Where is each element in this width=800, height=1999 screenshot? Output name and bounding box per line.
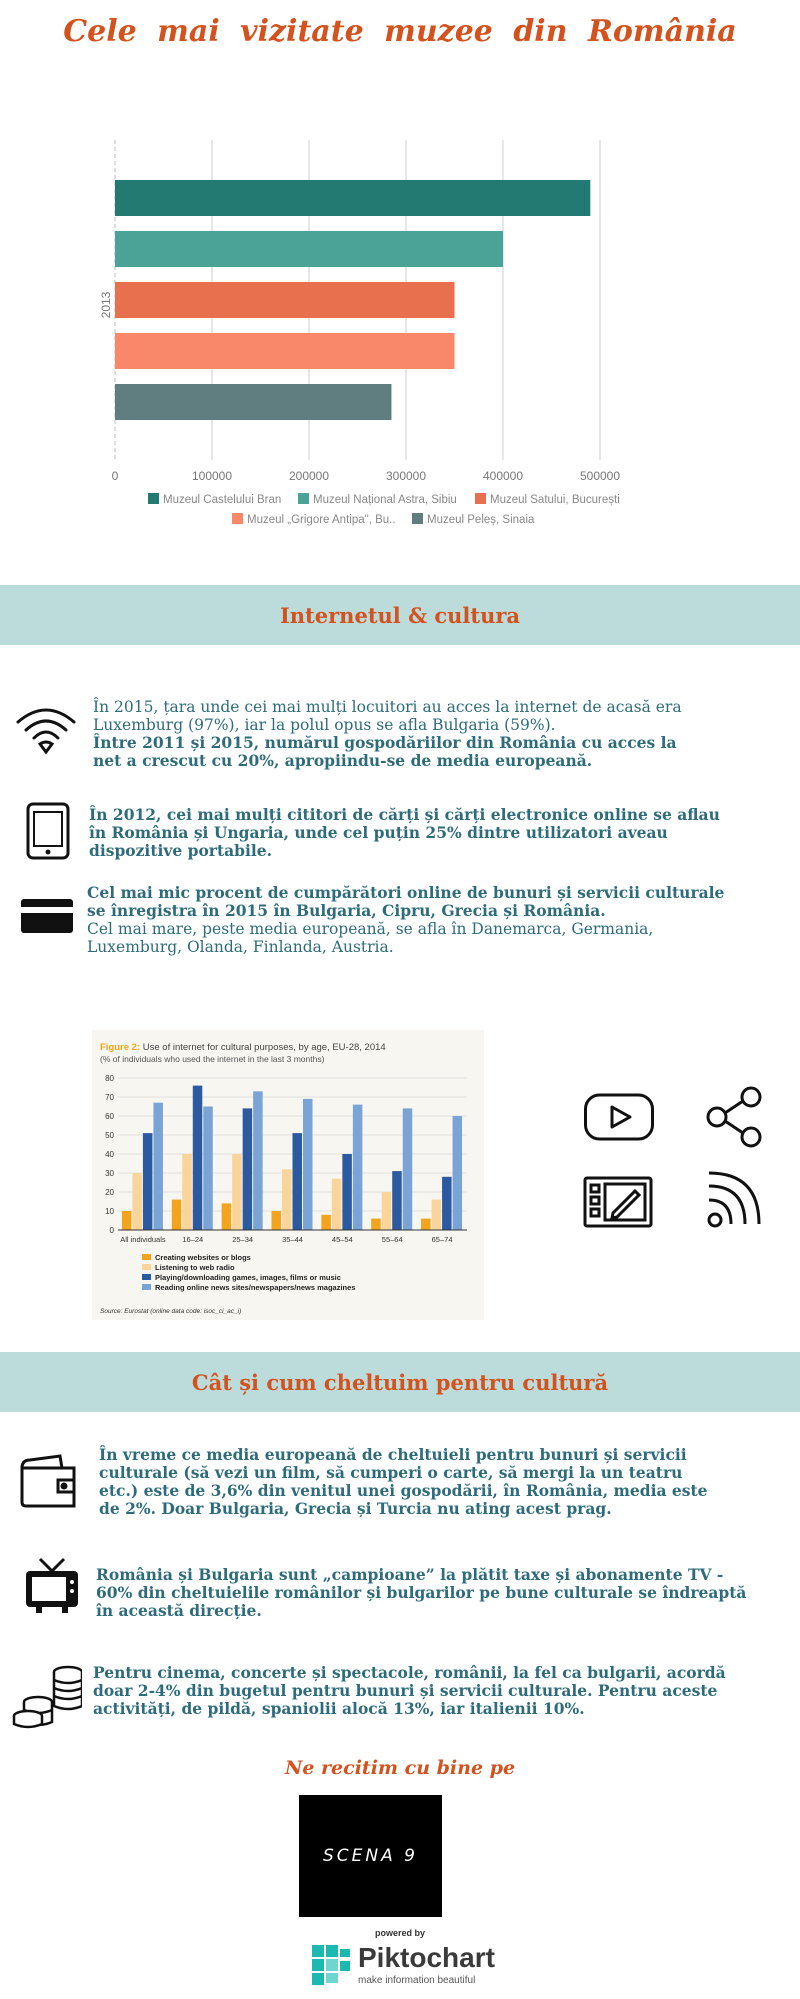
x-tick-label: 300000 xyxy=(385,469,427,483)
cinema-budget-bold: Pentru cinema, concerte și spectacole, românii, la fel ca bulgarii, acordă doar 2-4% din bugetul pentru bunuri și servicii culturale. Pentru aceste activități, de pildă, spaniolii alocă 13%, iar italienii 10%. xyxy=(93,1663,726,1718)
ebook-readers-bold: În 2012, cei mai mulți cititori de cărți și cărți electronice online se aflau în România și Ungaria, unde cel puțin 25% dintre utilizatori aveau dispozitive portabile. xyxy=(89,805,720,860)
figure-bar xyxy=(371,1219,381,1230)
figure-bar xyxy=(293,1133,303,1230)
eurostat-figure-svg xyxy=(92,1030,484,1320)
x-tick-label: 200000 xyxy=(288,469,330,483)
figure-x-tick: 25–34 xyxy=(232,1235,254,1244)
legend-label: Muzeul Satului, București xyxy=(490,494,620,506)
figure-y-tick: 20 xyxy=(105,1188,114,1197)
section-internet-title: Internetul & cultura xyxy=(279,602,521,628)
legend-swatch xyxy=(232,513,243,524)
figure-bar xyxy=(122,1211,132,1230)
powered-by-text: powered by xyxy=(374,1928,425,1938)
figure-x-tick: 35–44 xyxy=(282,1235,303,1244)
figure-bar xyxy=(153,1103,163,1230)
x-tick-label: 100000 xyxy=(191,469,233,483)
figure-legend-swatch xyxy=(142,1284,151,1290)
figure-legend-swatch xyxy=(142,1254,151,1260)
museum-chart xyxy=(0,125,800,545)
figure-legend-swatch xyxy=(142,1274,151,1280)
tv-icon xyxy=(20,1555,84,1619)
figure-subtitle: (% of individuals who used the internet in the last 3 months) xyxy=(100,1054,325,1064)
online-shoppers-bold: Cel mai mic procent de cumpărători online de bunuri și servicii culturale se înregistra în 2015 în Bulgaria, Cipru, Grecia și România. xyxy=(87,883,725,920)
figure-legend-label: Playing/downloading games, images, films or music xyxy=(155,1273,341,1282)
online-shoppers-normal: Cel mai mare, peste media europeană, se afla în Danemarca, Germania, Luxemburg, Olanda, Finlanda, Austria. xyxy=(87,920,654,956)
bar-1 xyxy=(115,180,590,216)
figure-bar xyxy=(182,1154,192,1230)
figure-x-tick: 55–64 xyxy=(381,1235,403,1244)
legend-swatch xyxy=(148,493,159,504)
figure-bar xyxy=(222,1203,232,1230)
x-tick-label: 400000 xyxy=(482,469,524,483)
spending-average-text xyxy=(99,1446,719,1518)
coins-icon xyxy=(12,1660,82,1730)
figure-bar xyxy=(303,1099,313,1230)
legend-label: Muzeul „Grigore Antipa", Bu.. xyxy=(247,514,396,526)
wifi-icon xyxy=(14,700,78,764)
figure-title xyxy=(100,1042,386,1053)
figure-bar xyxy=(132,1173,142,1230)
figure-bar xyxy=(421,1219,431,1230)
x-tick-label: 0 xyxy=(111,469,119,483)
figure-bar xyxy=(442,1177,452,1230)
piktochart-logo-icon xyxy=(312,1945,352,1985)
figure-y-tick: 50 xyxy=(105,1131,114,1140)
figure-title-text: Use of internet for cultural purposes, by age, EU-28, 2014 xyxy=(142,1042,386,1053)
bar-2 xyxy=(115,231,503,267)
section-spending-header xyxy=(0,1352,800,1412)
figure-bar xyxy=(143,1133,153,1230)
figure-title-prefix: Figure 2: xyxy=(100,1042,143,1053)
figure-y-tick: 0 xyxy=(109,1226,114,1235)
figure-bar xyxy=(253,1091,263,1230)
ebook-readers-text xyxy=(89,806,729,860)
footer-tagline: Ne recitim cu bine pe xyxy=(284,1757,516,1779)
figure-legend-label: Creating websites or blogs xyxy=(155,1253,251,1262)
eurostat-figure xyxy=(92,1030,484,1320)
figure-legend-swatch xyxy=(142,1264,151,1270)
figure-bar xyxy=(272,1211,282,1230)
piktochart-tagline: make information beautiful xyxy=(358,1975,476,1986)
museum-chart-svg xyxy=(0,125,800,545)
section-internet-header xyxy=(0,585,800,645)
legend-swatch xyxy=(298,493,309,504)
figure-x-tick: 65–74 xyxy=(431,1235,453,1244)
figure-bar xyxy=(332,1179,342,1230)
figure-y-tick: 40 xyxy=(105,1150,114,1159)
figure-bar xyxy=(342,1154,352,1230)
wallet-icon xyxy=(16,1450,80,1514)
online-shoppers-text xyxy=(87,884,737,956)
share-icon xyxy=(705,1085,765,1149)
figure-bar xyxy=(232,1154,242,1230)
figure-bar xyxy=(382,1192,392,1230)
figure-x-tick: All individuals xyxy=(120,1235,166,1244)
figure-y-tick: 30 xyxy=(105,1169,114,1178)
figure-legend-label: Listening to web radio xyxy=(155,1263,235,1272)
figure-bar xyxy=(243,1108,253,1230)
figure-bar xyxy=(321,1215,331,1230)
figure-bar xyxy=(403,1108,413,1230)
edit-icon xyxy=(583,1175,653,1229)
internet-access-bold: Între 2011 și 2015, numărul gospodăriilor din România cu acces la net a crescut cu 20%, apropiindu-se de media europeană. xyxy=(93,733,677,770)
legend-label: Muzeul Castelului Bran xyxy=(163,494,282,506)
credit-card-icon xyxy=(18,885,82,949)
figure-bar xyxy=(282,1169,292,1230)
figure-y-tick: 10 xyxy=(105,1207,114,1216)
figure-bar xyxy=(453,1116,463,1230)
rss-icon xyxy=(705,1170,765,1234)
legend-label: Muzeul Național Astra, Sibiu xyxy=(313,494,457,506)
bar-5 xyxy=(115,384,391,420)
figure-bar xyxy=(172,1200,182,1230)
figure-source: Source: Eurostat (online data code: isoc_ci_ac_i) xyxy=(100,1308,242,1315)
legend-swatch xyxy=(412,513,423,524)
x-tick-label: 500000 xyxy=(579,469,621,483)
figure-x-tick: 16–24 xyxy=(182,1235,204,1244)
legend-label: Muzeul Peleș, Sinaia xyxy=(427,514,535,526)
figure-y-tick: 60 xyxy=(105,1112,114,1121)
category-label: 2013 xyxy=(99,291,113,319)
figure-y-tick: 80 xyxy=(105,1074,114,1083)
figure-bar xyxy=(432,1200,442,1230)
figure-bar xyxy=(392,1171,402,1230)
figure-legend-label: Reading online news sites/newspapers/news magazines xyxy=(155,1283,356,1292)
section-spending-title: Cât și cum cheltuim pentru cultură xyxy=(191,1369,609,1395)
tablet-icon xyxy=(18,800,82,864)
youtube-icon xyxy=(584,1085,654,1149)
tv-taxes-bold: România și Bulgaria sunt „campioane” la plătit taxe și abonamente TV - 60% din cheltuielile românilor și bulgarilor pe bune culturale se îndreaptă în această direcție. xyxy=(96,1565,747,1620)
scena9-logo-text: SCENA 9 xyxy=(323,1846,418,1866)
bar-4 xyxy=(115,333,455,369)
figure-x-tick: 45–54 xyxy=(331,1235,353,1244)
spending-average-bold: În vreme ce media europeană de cheltuieli pentru bunuri și servicii culturale (să vezi un film, să cumperi o carte, să mergi la un teatru etc.) este de 3,6% din venitul unei gospodării, în România, media este de 2%. Doar Bulgaria, Grecia și Turcia nu ating acest prag. xyxy=(99,1445,708,1518)
cinema-budget-text xyxy=(93,1664,733,1718)
tv-taxes-text xyxy=(96,1566,756,1620)
page-title: Cele mai vizitate muzee din România xyxy=(63,14,737,49)
figure-bar xyxy=(203,1107,213,1231)
figure-bar xyxy=(193,1086,203,1230)
figure-bar xyxy=(353,1105,363,1230)
bar-3 xyxy=(115,282,455,318)
piktochart-brand[interactable]: Piktochart xyxy=(358,1942,495,1973)
legend-swatch xyxy=(475,493,486,504)
figure-y-tick: 70 xyxy=(105,1093,114,1102)
scena9-logo[interactable] xyxy=(299,1795,442,1917)
internet-access-normal: În 2015, țara unde cei mai mulți locuitori au acces la internet de acasă era Luxemburg (97%), iar la polul opus se afla Bulgaria (59%). xyxy=(93,698,682,734)
internet-access-text xyxy=(93,698,703,770)
